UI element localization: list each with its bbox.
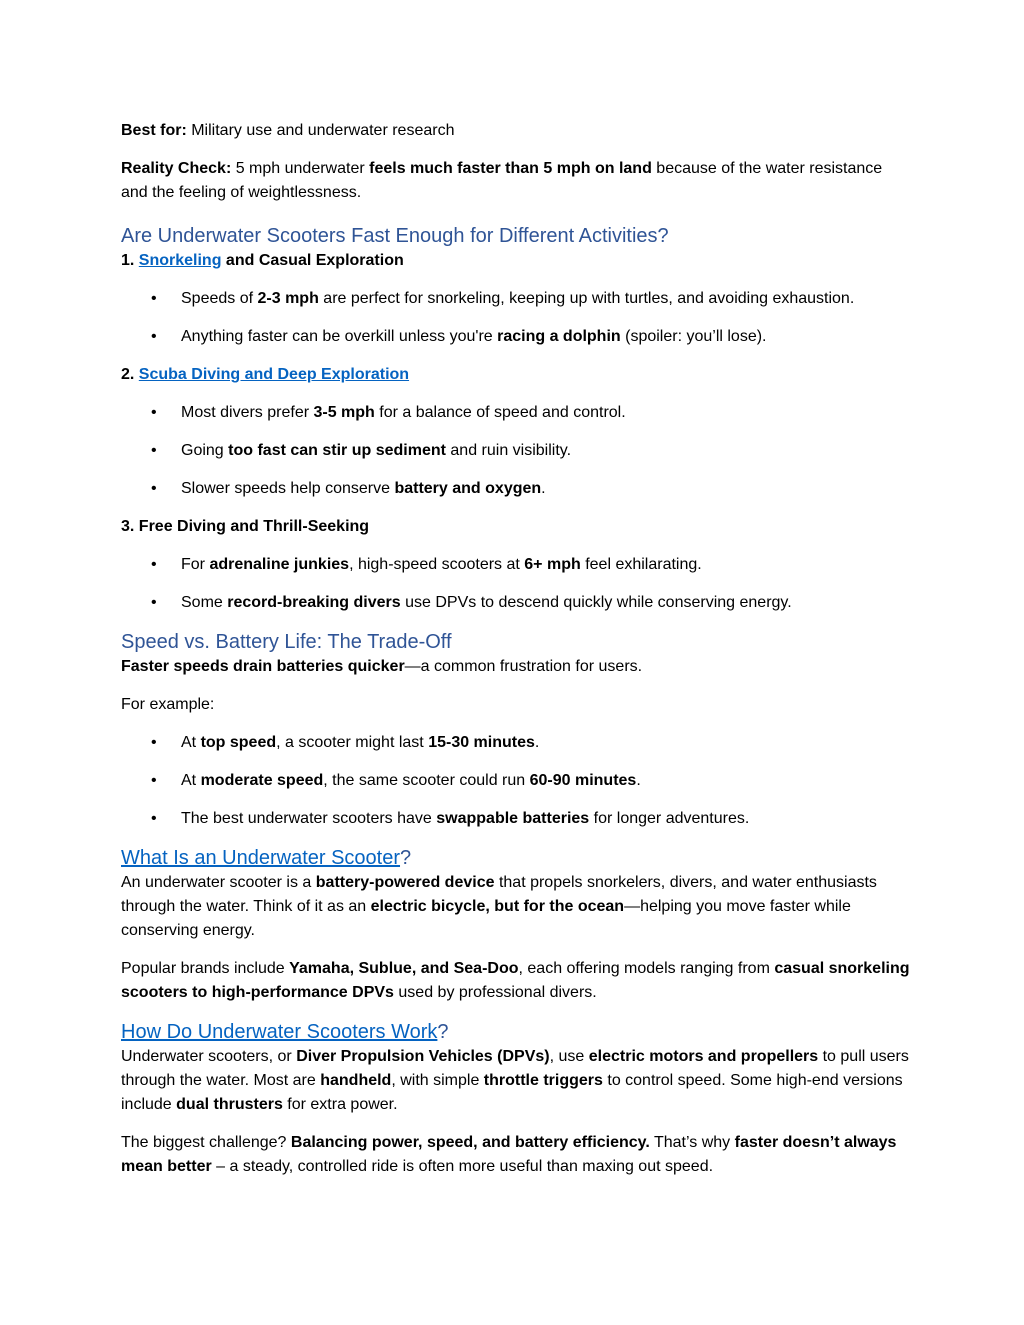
heading-battery-tradeoff: Speed vs. Battery Life: The Trade-Off bbox=[121, 631, 452, 653]
list-item: • Most divers prefer 3-5 mph for a balance of speed and control. bbox=[121, 401, 911, 425]
snorkeling-link[interactable]: Snorkeling bbox=[138, 252, 222, 269]
subheading-snorkeling: 1. Snorkeling and Casual Exploration bbox=[121, 252, 404, 269]
list-item: • At moderate speed, the same scooter could run 60-90 minutes. bbox=[121, 769, 911, 793]
free-diving-list bbox=[121, 553, 911, 615]
list-item: • Anything faster can be overkill unless you're racing a dolphin (spoiler: you’ll lose). bbox=[121, 325, 911, 349]
for-example-text: For example: bbox=[121, 696, 215, 713]
heading-fast-enough: Are Underwater Scooters Fast Enough for Different Activities? bbox=[121, 225, 669, 247]
what-is-paragraph: An underwater scooter is a battery-powered device that propels snorkelers, divers, and water enthusiasts through the water. Think of it as an electric bicycle, but for the ocean—helping you move faster while conserving energy. bbox=[121, 874, 877, 939]
scuba-list bbox=[121, 401, 911, 501]
subheading-scuba: 2. Scuba Diving and Deep Exploration bbox=[121, 366, 410, 383]
brands-paragraph: Popular brands include Yamaha, Sublue, and Sea-Doo, each offering models ranging from casual snorkeling scooters to high-performance DPVs used by professional divers. bbox=[121, 960, 910, 1001]
scuba-diving-link[interactable]: Scuba Diving and Deep Exploration bbox=[138, 366, 410, 383]
what-is-scooter-link[interactable]: What Is an Underwater Scooter bbox=[121, 847, 401, 869]
heading-what-is: What Is an Underwater Scooter? bbox=[121, 847, 412, 869]
how-work-paragraph: Underwater scooters, or Diver Propulsion Vehicles (DPVs), use electric motors and propellers to pull users through the water. Most are handheld, with simple throttle triggers to control speed. Some high-end versions include dual thrusters for extra power. bbox=[121, 1048, 909, 1113]
list-item: • Going too fast can stir up sediment and ruin visibility. bbox=[121, 439, 911, 463]
list-item: • Some record-breaking divers use DPVs to descend quickly while conserving energy. bbox=[121, 591, 911, 615]
heading-how-work: How Do Underwater Scooters Work? bbox=[121, 1021, 449, 1043]
document-page bbox=[121, 119, 911, 1193]
list-item: • The best underwater scooters have swappable batteries for longer adventures. bbox=[121, 807, 911, 831]
list-item: • At top speed, a scooter might last 15-30 minutes. bbox=[121, 731, 911, 755]
battery-paragraph: Faster speeds drain batteries quicker—a common frustration for users. bbox=[121, 658, 643, 675]
how-scooters-work-link[interactable]: How Do Underwater Scooters Work bbox=[121, 1021, 438, 1043]
snorkeling-list bbox=[121, 287, 911, 349]
reality-check-paragraph: Reality Check: 5 mph underwater feels much faster than 5 mph on land because of the water resistance and the feeling of weightlessness. bbox=[121, 160, 883, 201]
subheading-free-diving: 3. Free Diving and Thrill-Seeking bbox=[121, 518, 370, 535]
best-for-paragraph: Best for: Military use and underwater research bbox=[121, 122, 455, 139]
challenge-paragraph: The biggest challenge? Balancing power, speed, and battery efficiency. That’s why faster doesn’t always mean better – a steady, controlled ride is often more useful than maxing out speed. bbox=[121, 1134, 897, 1175]
list-item: • For adrenaline junkies, high-speed scooters at 6+ mph feel exhilarating. bbox=[121, 553, 911, 577]
list-item: • Speeds of 2-3 mph are perfect for snorkeling, keeping up with turtles, and avoiding exhaustion. bbox=[121, 287, 911, 311]
battery-list bbox=[121, 731, 911, 831]
list-item: • Slower speeds help conserve battery and oxygen. bbox=[121, 477, 911, 501]
